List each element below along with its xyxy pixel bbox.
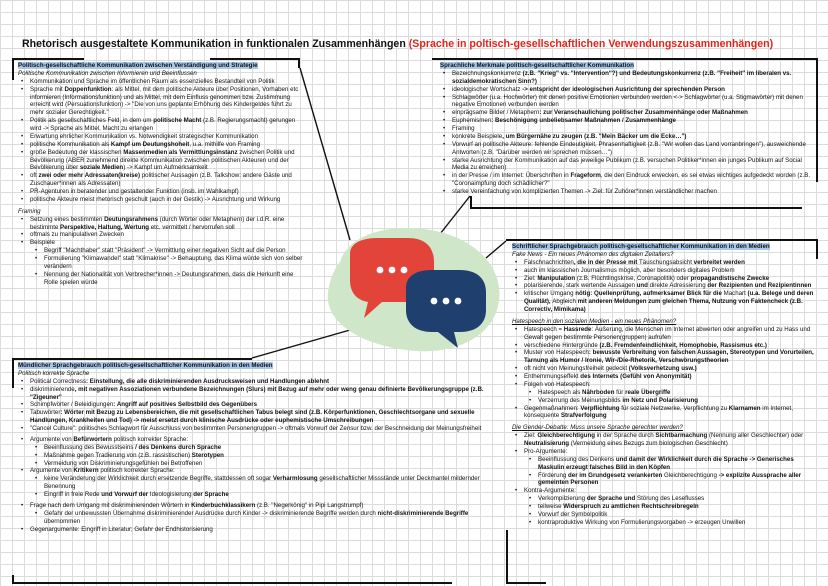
text: Enthemmungseffekt — [524, 373, 579, 380]
list-item — [526, 456, 814, 472]
bold-text: Massenmedien als Vermittlungsinstanz — [123, 148, 238, 156]
bold-text: der Sprache und — [585, 495, 637, 503]
text: : Äußerung, die Menschen im Internet abwerten oder angreifen und zu Hass und Gewalt gegen bestimmte Personen(gruppen) aufrufen — [524, 325, 811, 341]
text: Täuschungsabsicht — [639, 258, 692, 266]
box3-heading: Mündlicher Sprachgebrauch politisch-gesellschaftlicher Kommunikation in den Medien — [18, 362, 273, 369]
list-item — [18, 409, 496, 425]
bold-text: politische Macht — [153, 117, 202, 125]
list-item — [18, 172, 304, 188]
list-item — [440, 141, 812, 157]
text: Nennung der Nationalität von Verbrecher*innen -> Deutungsrahmen, dass die Herkunft eine Rolle spielen würde — [44, 270, 294, 286]
text: Machart — [723, 290, 746, 298]
list-item — [526, 519, 814, 527]
text: (z.B. Flüchtlingskrise, Coronapolitik) oder — [575, 274, 691, 282]
connector-top-left — [300, 68, 350, 240]
bold-text: : Angriff auf positives Selbstbild des Gegenübers — [113, 401, 258, 409]
list-item — [526, 511, 814, 519]
list-item — [526, 389, 814, 397]
text: Beeinflussung des Bewusstseins — [44, 443, 134, 451]
text: teilweise — [538, 503, 564, 510]
bold-text: Manipulation — [537, 274, 576, 282]
text: politischer Aussagen (z.B. Talkshow: andere Gäste und Zuschauer*innen als Adressaten) — [30, 172, 292, 188]
text: (Nennung aller Geschlechter) oder — [707, 432, 804, 440]
list-item — [512, 342, 814, 350]
bold-text: Verharmlosung — [272, 475, 318, 483]
bold-text: propagandistische Zwecke — [690, 274, 770, 282]
text: (Vermeidung eines Bezugs zum biologischen Geschlecht) — [569, 440, 728, 447]
bold-text: , die in der Presse mit — [573, 258, 640, 266]
box4-heading: Schriftlicher Sprachgebrauch politisch-gesellschaftlicher Kommunikation in den Medien — [512, 243, 770, 250]
text: Förderung — [538, 471, 567, 479]
list-item — [512, 373, 814, 381]
bold-text: Sterotypen — [191, 451, 224, 459]
text: Sprache mit — [30, 85, 65, 93]
text: Kontra-Argumente: — [524, 487, 576, 495]
text: Ideologisierung — [149, 491, 192, 498]
text: , u.a. mithilfe von Framing — [189, 140, 261, 148]
text: kontraproduktive Wirkung von Formulierungsvorgaben -> erzeugen Unwillen — [538, 518, 746, 526]
text: Beispiele — [30, 239, 55, 247]
text: Kommunikation und Sprache im öffentlichen Raum als essenzielles Bestandteil von Politik — [30, 77, 275, 85]
text: politisch korrekter Sprache: — [111, 435, 189, 443]
bold-text: Klarnamen — [728, 404, 761, 412]
text: Argumente von — [30, 435, 74, 443]
list-item — [18, 502, 496, 510]
gender-contra-title — [512, 487, 814, 495]
text: Falschnachrichten — [524, 258, 574, 266]
text: Tabuwörter — [30, 409, 61, 417]
bold-text: Kinderbuchklassikern — [191, 501, 256, 509]
list-item — [18, 378, 496, 386]
list-item — [18, 86, 304, 118]
bold-text: im Netz und Polarisierung — [620, 396, 699, 404]
text: in der Sprache durch — [594, 432, 656, 440]
bold-text: nötig: Quellenprüfung, aufmerksamer Blick für die — [573, 290, 724, 298]
text: Erwartung ehrlicher Kommunikation vs. Notwendigkeit strategischer Kommunikation — [30, 132, 258, 140]
bold-text: Befürwortern — [73, 435, 112, 443]
text: Eingriff in freie Rede — [44, 491, 100, 498]
title-main: Rhetorisch ausgestaltete Kommunikation in funktionalen Zusammenhängen — [22, 38, 406, 50]
text: oft nicht von Meinungsfreiheit gedeckt — [524, 365, 628, 373]
text: auch im klassischen Journalismus möglich, aber besonders digitales Problem — [524, 266, 735, 274]
list-item — [32, 460, 496, 468]
text: polarisierende, stark wertende Aussagen — [524, 282, 635, 290]
bold-text: der Rezipienten und Rezipientinnen — [705, 282, 812, 290]
box-communication-strategy — [18, 62, 304, 287]
text: kritischer Umgang — [524, 290, 574, 298]
pro-arguments-list — [32, 444, 496, 468]
fake-news-list — [512, 259, 814, 314]
bold-text: -> entspricht der ideologischen Ausrichtung der sprechenden Person — [520, 85, 725, 93]
hatespeech-list — [512, 326, 814, 389]
bold-text: / des Denkens durch Sprache — [133, 443, 222, 451]
box4-subheading: Fake News - Ein neues Phänomen des digitalen Zeitalters? — [512, 250, 674, 258]
text: Formulierung "Klimawandel" statt "Klimakrise" -> Behauptung, das Klima würde sich von selber verändern — [44, 255, 303, 270]
bold-text: (u.a. Belege und deren Qualität), — [524, 290, 814, 306]
list-item — [440, 109, 812, 117]
text: Framing — [452, 125, 475, 132]
text: Schlagwörter (u.a. Hochwörter) mit denen positive Emotionen verbunden werden <-> Schlagwörter (u.a. Stigmawörter) mit denen negative Emotionen verbunden werden — [452, 93, 803, 109]
bold-text: Kritikern — [73, 467, 99, 475]
list-item — [526, 472, 814, 488]
list-item — [18, 133, 304, 141]
bold-text: Verpflichtung — [580, 404, 620, 412]
bold-text: : bewusste Verbreitung von falschen Aussagen, Stereotypen und Vorurteilen, Tarnung als Humor / Ironie, Wir-/Die-Rhetorik, Verschwörungstheorien — [524, 349, 814, 365]
box2-list — [440, 70, 812, 196]
text: Pro-Argumente: — [524, 447, 568, 455]
list-item — [512, 487, 814, 495]
text: oftmals zu manipulativen Zwecken — [30, 231, 124, 239]
text: (z.B. Regierungsmacht) gerungen wird -> Sprache als Mittel, Macht zu erlangen — [30, 117, 296, 132]
bold-text: (z.B. Fremdenfeindlichkeit, Homophobie, Rassismus etc.) — [597, 341, 767, 349]
list-item — [18, 216, 304, 232]
kinderbuch-list — [32, 510, 496, 526]
text: ideologischer Wortschatz — [452, 85, 521, 93]
text: diskriminierende — [30, 385, 75, 393]
bold-text: und damit der Wirklichkeit durch die Sprache -> Generisches Maskulin erzeugt falsches Bild in den Köpfen — [538, 455, 794, 471]
list-item — [440, 157, 812, 173]
list-item — [32, 444, 496, 452]
contra-arguments-list — [32, 475, 496, 499]
text: (durch Wörter oder Metaphern) der i.d.R. eine bestimmte — [30, 215, 285, 231]
text: Gleichberechtigung — [663, 471, 717, 479]
text: Vermeidung von Diskriminierungsgefühlen bei Betroffenen — [44, 459, 203, 467]
bold-text: : Wörter mit Bezug zu Lebensbereichen, die mit gesellschaftlichen Tabus belegt sind (z.B. Körperfunktionen, Geschlechtsorgane und sexuelle Handlungen, Krankheiten und Tod) -> meist ersetzt durch klinische Ausdrücke oder euphemistische Umschreibungen — [30, 409, 475, 425]
gender-list — [512, 432, 814, 456]
bold-text: Widerspruch zu amtlichen Rechtschreibregeln — [563, 503, 699, 510]
list-item — [18, 467, 496, 475]
bold-text: Doppenfunktion — [64, 85, 112, 93]
list-item — [32, 452, 496, 460]
list-item — [512, 326, 814, 342]
text: (z.B. "Negerkönig" in Pipi Langstrumpf) — [255, 501, 364, 509]
list-item — [512, 405, 814, 421]
text: direkte Adressierung — [649, 282, 706, 290]
list-item — [440, 86, 812, 94]
text: etc. vermittelt / hervorrufen soll — [148, 223, 235, 231]
gender-pro-list — [526, 456, 814, 488]
list-item — [440, 117, 812, 125]
text: Bezeichnungskonkurrenz — [452, 69, 521, 77]
text: Folgen von Hatespeech: — [524, 380, 591, 388]
text: Euphemismen — [452, 117, 492, 125]
list-item — [440, 133, 812, 141]
bold-text: Perspektive, Haltung, Wertung — [60, 223, 149, 231]
list-item — [32, 510, 496, 526]
text: Begriff "Machthaber" statt "Präsident" -> Vermittlung einer negativen Sicht auf die Person — [44, 247, 286, 255]
text: PR-Agenturen in beratender und gestaltender Funktion (insb. im Wahlkampf) — [30, 188, 239, 195]
list-item — [18, 401, 496, 409]
text: Ziel: — [524, 274, 538, 282]
list-item — [18, 436, 496, 444]
text: politische Kommunikation als — [30, 140, 111, 148]
box-oral-language — [18, 362, 496, 533]
list-item — [32, 255, 304, 271]
gender-title: Die Gender-Debatte: Muss unsere Sprache gerechter werden? — [512, 424, 683, 432]
text: Political Correctness — [30, 377, 86, 385]
text: Vorwurf der Symbolpolitik — [538, 510, 608, 518]
box-linguistic-features — [440, 62, 812, 196]
text: ) -> Kampf um Aufmerksamkeit — [123, 164, 208, 172]
hatespeech-title: Hatespeech in den sozialen Medien - ein neues Phänomen? — [512, 317, 677, 325]
text: Frage nach dem Umgang mit diskriminierenden Wörtern in — [30, 501, 192, 509]
bold-text: Sichtbarmachung — [655, 432, 708, 440]
list-item — [32, 271, 304, 287]
text: konkrete Beispiele — [452, 132, 503, 140]
hatespeech-consequences-list — [526, 389, 814, 405]
text: starke Ausrichtung der Kommunikation auf das jeweilige Publikum (z.B. versuchen Politiker*innen ein junges Publikum auf Social Media zu erreichen) — [452, 156, 802, 172]
text: einprägsame Bilder / Metaphern — [452, 109, 540, 117]
bold-text: -> explizite Aussprache aller gemeinten Personen — [538, 471, 802, 487]
list-item — [18, 196, 304, 204]
box2-heading: Sprachliche Merkmale politisch-gesellschaftlicher Kommunikation — [440, 62, 634, 69]
list-item — [512, 259, 814, 267]
box3-list — [18, 378, 496, 433]
list-item — [18, 231, 304, 239]
bold-text: , mit negativen Assoziationen verbundene Bezeichnungen (Slurs) mit Bezug auf mehr oder weng genau definierte Bevölkerungsgruppe (z.B. "Zigeuner" — [30, 385, 484, 401]
bold-text: Kampf um Deutungshoheit — [110, 140, 190, 148]
bold-text: : zur Veranschaulichung politischer Zusammenhänge oder Maßnahmen — [539, 109, 748, 117]
text: Vorwurf an politische Akteure: fehlende Eindeutigkeit, Phrasenhaftigkeit (z.B. "Wir wollen das Land vorranbringen"), ausweichende Antworten (z.B. "Darüber werden wir sprechen müssen…") — [452, 140, 806, 156]
text: große Bedeutung der klassischen — [30, 148, 124, 156]
text: oft — [30, 172, 39, 180]
bold-text: der im Grundgesetz verankerten — [566, 471, 664, 479]
text: Hatespeech = — [524, 325, 564, 333]
text: für — [614, 388, 626, 396]
list-item — [18, 425, 496, 433]
text: Abgleich — [552, 298, 576, 306]
text: verschiedene Hintergründe — [524, 341, 598, 349]
list-item — [18, 188, 304, 196]
list-item — [512, 365, 814, 373]
bold-text: Hassrede — [563, 325, 592, 333]
pro-arguments-title — [18, 436, 496, 444]
text: Gegenargumente: Eingriff in Literatur; Gefahr der Endhistorisierung — [30, 525, 213, 533]
list-item — [18, 239, 304, 247]
text: Schimpfwörter / Beleidigungen — [30, 401, 114, 409]
kinderbuch-title — [18, 502, 496, 510]
list-item — [18, 141, 304, 149]
text: Argumente von — [30, 467, 74, 475]
gender-contra-list — [526, 495, 814, 527]
list-item — [18, 526, 496, 534]
bold-text: zwei oder mehr Adressaten(kreise) — [38, 172, 141, 180]
list-item — [512, 381, 814, 389]
framing-examples-list — [32, 247, 304, 286]
text: Politik als gesellschaftliches Feld, in dem um — [30, 117, 154, 125]
list-item — [32, 247, 304, 255]
bold-text: soziale Medien — [79, 164, 124, 172]
bold-text: : Beschönigung unbeliebsamer Maßnahmen / Zusammenhänge — [491, 117, 676, 125]
text: , die den Eindruck erwecken, es sei etwas wichtiges aufgedeckt worden (z.B. "Coronaimpfung doch schädlicher?" — [452, 172, 811, 188]
text: übernommen — [44, 517, 81, 525]
text: Beeinflussung des Denkens — [538, 455, 615, 463]
list-item — [18, 117, 304, 133]
list-item — [512, 448, 814, 456]
text: Maßnahme gegen Tradierung von (z.B. rassistischen) — [44, 451, 192, 459]
list-item — [440, 188, 812, 196]
counterarguments-list — [18, 526, 496, 534]
list-item — [512, 349, 814, 365]
list-item — [440, 172, 812, 188]
text: Ziel: — [524, 432, 538, 440]
text: zwischen Politik und Bevölkerung (ABER zunehmend direkte Kommunikation zwischen politischen Akteuren und der Bevölkerung über — [30, 148, 295, 172]
list-item — [512, 267, 814, 275]
bold-text: Frageform — [570, 172, 601, 180]
text: : als Mittel, mit dem politische Akteure über Positionen, Vorhaben etc informieren (Informationsfunktion) und als Mittel, mit dem Einfluss genommen bzw. Zustimmung erreicht wird (Persuationsfunktion) -> "Die von uns geplante Erhöhung des Kindergeldes führt zu mehr sozialer Gerechtigkeit." — [30, 85, 299, 117]
hatespeech-measures-list — [512, 405, 814, 421]
text: Verzerrung des Meinungsbilds — [538, 396, 621, 404]
bold-text: reale Übergriffe — [625, 388, 671, 396]
framing-title: Framing — [18, 207, 41, 215]
text: Störung des Leseflusses — [636, 495, 705, 503]
box1-subheading: Politische Kommunikation zwischen Informieren und Beeinflussen — [18, 69, 197, 77]
bold-text: nicht-diskriminierende Begriffe — [377, 509, 469, 517]
bold-text: Deutungsrahmens — [104, 215, 158, 223]
bold-text: (z.B. "Krieg" vs. "Intervention"?) und Bedeutungskonkurrenz (z.B. "Freiheit" im liberalen vs. sozialdemokratischen Sinn?) — [452, 69, 792, 85]
bold-text: und Vorwurf der — [99, 491, 150, 498]
text: politische Akteure meist rhetorisch geschult (auch in der Gestik) -> Ausrichtung und Wirkung — [30, 195, 281, 203]
list-item — [526, 495, 814, 503]
text: Muster von Hatespeech — [524, 349, 589, 357]
list-item — [18, 386, 496, 402]
list-item — [512, 275, 814, 283]
contra-arguments-title — [18, 467, 496, 475]
bold-text: verbreitet werden — [691, 258, 745, 266]
bold-text: Strafverfolgung — [560, 412, 607, 420]
bold-text: mit anderen Meldungen zum gleichen Thema, Nutzung von Faktencheck (z.B. Correctiv, Mimikama) — [524, 298, 803, 313]
bold-text: (Volksverhetzung usw.) — [627, 365, 697, 373]
bold-text: , um Bürgernähe zu zeugen (z.B. "Mein Bäcker um die Ecke…") — [502, 132, 687, 140]
text: in der Presse / im Internet: Überschriften in — [452, 172, 571, 180]
text: starke Vereinfachung von komplizierten Themen -> Ziel: für Zuhörer*innen verständlicher machen — [452, 188, 717, 195]
bold-text: der Sprache — [191, 491, 229, 498]
bold-text: Gleichberechtigung — [537, 432, 595, 440]
bold-text: des Internets (Gefühl von Anonymität) — [578, 373, 692, 380]
box1-heading: Politisch-gesellschaftliche Kommunikation zwischen Verständigung und Strategie — [18, 62, 258, 69]
list-item — [440, 125, 812, 133]
framing-list — [18, 216, 304, 248]
text: Hatespeech als — [538, 388, 583, 396]
list-item — [32, 491, 496, 499]
text: im Internet, konsequente — [524, 404, 793, 420]
bold-text: : Einstellung, die alle diskriminierenden Ausdrucksweisen und Handlungen ablehnt — [85, 377, 330, 385]
list-item — [512, 432, 814, 448]
list-item — [18, 149, 304, 173]
text: Verkompilzierung — [538, 495, 586, 503]
list-item — [512, 290, 814, 314]
list-item — [18, 78, 304, 86]
text: gesellschaftlicher Missstände unter Deckmantel mildernder Benennung — [44, 475, 480, 491]
title-highlight: (Sprache in poltisch-gesellschaftlichen Verwendungszusammenhängen) — [408, 38, 774, 50]
list-item — [526, 397, 814, 405]
box1-list — [18, 78, 304, 204]
bold-text: Neutralisierung — [524, 440, 570, 447]
bold-text: Nährboden — [582, 388, 615, 396]
list-item — [440, 94, 812, 110]
box3-subheading: Politisch korrekte Sprache — [18, 369, 90, 377]
list-item — [512, 282, 814, 290]
list-item — [440, 70, 812, 86]
text: politisch korrekter Sprache: — [98, 467, 175, 475]
speech-bubbles-illustration — [320, 222, 506, 356]
text: Gefahr der unbewussten Übernahme diskriminierender Ausdrücke durch Kinder -> diskriminierende Begriffe werden durch — [44, 509, 378, 517]
text: Gegenmaßnahmen: — [524, 404, 581, 412]
text: für soziale Netzwerke, Verpflichtung zu — [619, 404, 729, 412]
bold-text: und — [634, 282, 650, 290]
text: Setzung eines bestimmten — [30, 215, 105, 223]
list-item — [526, 503, 814, 511]
box-written-language — [512, 243, 814, 527]
text: "Cancel Culture": politisches Schlagwort für Ausschluss von bestimmten Personengruppen -> oftmals Vorwurf der Zensur bzw. der Beschneidung der Meinungsfreiheit — [30, 425, 482, 432]
text: keine Veränderung der Wirklichkeit durch ersetzende Begriffe, stattdessen oft sogar — [44, 475, 273, 483]
list-item — [32, 475, 496, 491]
